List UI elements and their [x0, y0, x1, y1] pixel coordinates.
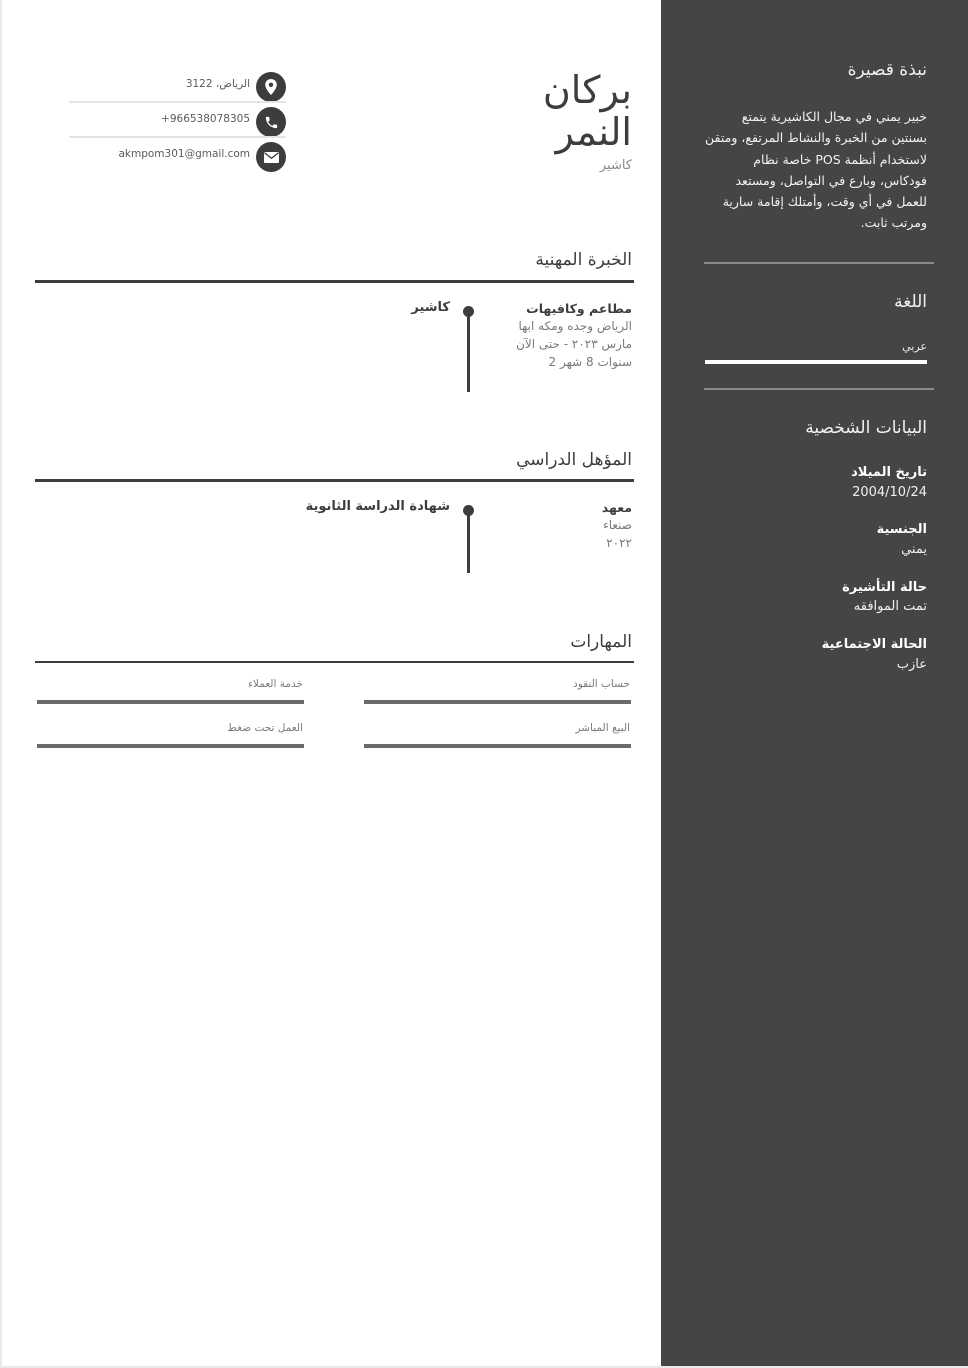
contact-divider — [69, 101, 286, 103]
sidebar-divider — [704, 262, 934, 264]
visa-status-value: تمت الموافقه — [853, 599, 927, 614]
birthdate-value: 2004/10/24 — [852, 485, 927, 500]
education-location: صنعاء — [603, 518, 632, 532]
birthdate-label: تاريخ الميلاد — [851, 465, 927, 480]
contact-divider — [69, 136, 286, 138]
sidebar-divider — [704, 388, 934, 390]
visa-status-label: حالة التأشيرة — [842, 580, 927, 595]
experience-org: مطاعم وكافيهات — [526, 301, 632, 316]
experience-location: الرياض وجده ومكه ابها — [518, 319, 632, 333]
skill-level-bar — [37, 700, 304, 704]
education-org: معهد — [601, 500, 632, 515]
marital-status-value: عازب — [896, 657, 927, 672]
education-year: ٢٠٢٢ — [606, 536, 632, 550]
contact-address-row — [69, 72, 286, 102]
skill-level-bar — [364, 700, 631, 704]
timeline-line — [467, 312, 470, 392]
experience-role: كاشير — [411, 300, 450, 315]
envelope-icon — [256, 142, 286, 172]
location-pin-icon — [256, 72, 286, 102]
experience-rule — [35, 280, 634, 283]
skill-level-bar — [37, 744, 304, 748]
timeline-line — [467, 511, 470, 573]
skill-name: حساب النقود — [573, 678, 630, 690]
experience-section-title: الخبرة المهنية — [535, 250, 632, 270]
sidebar — [661, 0, 968, 1366]
name-first: بركان — [542, 68, 632, 112]
skill-name: البيع المباشر — [575, 722, 630, 734]
skills-section-title: المهارات — [570, 632, 632, 652]
language-level-bar — [705, 360, 927, 364]
phone-icon — [256, 107, 286, 137]
experience-duration: 2 سنوات 8 شهر — [548, 355, 632, 369]
contact-phone: +966538078305 — [161, 113, 250, 125]
contact-email-row — [69, 142, 286, 172]
language-name: عربي — [902, 340, 927, 353]
summary-text: خبير يمني في مجال الكاشيرية يتمتع بسنتين من الخبرة والنشاط المرتفع، ومتقن لاستخدام أنظمة POS خاصة نظام فودكاس، وبارع في التواصل، ومستعد للعمل في أي وقت، وأمتلك إقامة سارية ومرتب ثابت. — [705, 109, 927, 231]
education-section-title: المؤهل الدراسي — [516, 450, 632, 470]
nationality-value: يمني — [901, 542, 927, 557]
personal-title: البيانات الشخصية — [805, 418, 927, 438]
summary-title: نبذة قصيرة — [847, 60, 927, 80]
contact-email: akmpom301@gmail.com — [118, 148, 250, 160]
name-last: النمر — [555, 110, 632, 154]
contact-phone-row — [69, 107, 286, 137]
marital-status-label: الحالة الاجتماعية — [821, 637, 927, 652]
skill-name: العمل تحت ضغط — [227, 722, 303, 734]
nationality-label: الجنسية — [876, 522, 927, 537]
job-title: كاشير — [599, 158, 632, 173]
education-degree: شهادة الدراسة الثانوية — [305, 499, 450, 514]
experience-dates: مارس ٢٠٢٣ - حتى الآن — [516, 337, 632, 351]
skill-level-bar — [364, 744, 631, 748]
education-rule — [35, 479, 634, 482]
skill-name: خدمة العملاء — [247, 678, 303, 690]
language-title: اللغة — [894, 292, 927, 312]
skills-rule — [35, 661, 634, 663]
contact-address: الرياض، 3122 — [185, 78, 250, 90]
